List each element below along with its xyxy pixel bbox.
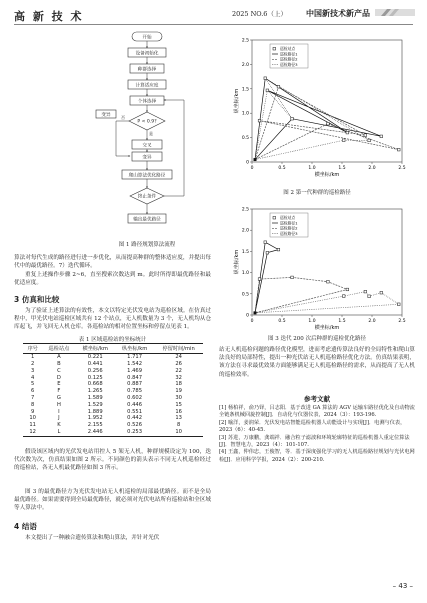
flow-label-start: 开始 — [142, 35, 152, 41]
y-tick-label: 2.5 — [241, 38, 249, 44]
station-marker — [266, 251, 269, 254]
table-cell: 0.441 — [87, 361, 103, 368]
table-cell: 0.253 — [115, 429, 154, 436]
depot-marker — [254, 158, 257, 161]
references-list — [219, 405, 415, 464]
flow-label-output: 输出最优路径 — [133, 217, 161, 223]
table-cell: 1.889 — [87, 408, 103, 415]
left-paragraph-3: 为了验证上述算法的有效性，本文以特定光伏发电站为巡检区域。在仿真过程中，甲光伏电站巡检区域共有 12 个站点，无人机数量为 3 个，无人机均从仓库起飞，并飞回无人机仓库。各巡检站的相对位置坐标和停留点见表 1。 — [14, 308, 211, 331]
left-paragraph-2: 重复上述操作步骤 2~6，直至搜索次数达到 m。此时所得即最优路径和最优适应度。 — [14, 272, 211, 287]
station-marker — [380, 135, 383, 138]
x-tick-label: 1.5 — [338, 319, 346, 324]
fig2-caption: 图 2 第一代种群的巡检路径 — [283, 190, 351, 196]
table-cell: 32 — [175, 374, 182, 381]
right-paragraph-1: 站无人机巡检问题的路径优化模型，进而考虑遗传算法良好的全局特性和爬山算法良好的局部特性，提出一种光伏站无人机巡检路径优化方法。仿真结果表明，该方法在寻求最优效果方面能够满足无人机巡检路径的需求，从而提高了无人机的巡检效率。 — [219, 347, 415, 378]
table-cell: H — [56, 401, 61, 408]
table-cell: I — [58, 408, 60, 415]
station-marker — [291, 276, 294, 279]
legend-label: 巡检站点 — [280, 46, 296, 51]
table-row — [23, 402, 203, 409]
page-number: – 43 – — [392, 582, 413, 590]
table-cell: 0.256 — [87, 367, 103, 374]
x-axis-label: 横坐标/km — [314, 172, 340, 178]
y-tick-label: 0.5 — [241, 292, 249, 298]
y-tick-label: 2.0 — [241, 228, 249, 234]
table-cell: 2.155 — [87, 422, 103, 429]
station-marker — [258, 278, 261, 281]
table-header-stay: 停留时间/min — [154, 344, 203, 354]
route-line — [255, 78, 369, 159]
table-cell: K — [57, 422, 61, 429]
table-row — [23, 368, 203, 375]
table-cell: 0.785 — [127, 388, 143, 395]
flow-label-hillclimb: 爬山算法优化路径 — [128, 173, 166, 179]
flowchart-figure — [92, 30, 202, 235]
table-cell: 5 — [30, 381, 35, 388]
left-paragraph-1: 算法对每代生成的路径进行进一步优化，从而提高种群的整体适应度，并提出每代中的最优路径。7）迭代循环。 — [14, 255, 211, 270]
route-line — [255, 277, 347, 312]
table-cell: 0.602 — [127, 395, 143, 402]
table-cell: 8 — [30, 401, 35, 408]
reference-item: [2] 喻洋，姜润荣．光伏发电站智能巡检机器人动能设计与实现[J]．电测与仪表，2023（6）：40-45. — [219, 419, 406, 434]
y-tick-label: 1.5 — [241, 249, 249, 255]
legend-label: 巡检路径1 — [280, 220, 298, 226]
station-marker — [264, 77, 267, 80]
table-cell: 13 — [175, 415, 182, 422]
table-cell: 1.589 — [87, 395, 103, 402]
table-cell: D — [56, 374, 61, 381]
table-cell: 1.469 — [127, 367, 143, 374]
station-marker — [291, 117, 294, 120]
table-cell: E — [57, 381, 61, 388]
table-header-index: 序号 — [23, 344, 42, 354]
x-axis-label: 横坐标/km — [314, 325, 340, 331]
table-row — [23, 388, 203, 395]
x-tick-label: 0.5 — [278, 166, 286, 171]
journal-section-title: 高 新 技 术 — [14, 10, 84, 23]
station-marker — [397, 148, 400, 151]
section-4-heading: 4 结语 — [14, 522, 37, 531]
fig2-plot — [222, 36, 412, 184]
flow-label-init: 设备初始化 — [135, 51, 159, 57]
references-heading: 参考文献 — [304, 395, 330, 403]
table-cell: 10 — [154, 429, 203, 436]
table-cell: 1.717 — [127, 354, 143, 361]
table-cell: 30 — [175, 395, 182, 402]
station-marker — [380, 291, 383, 294]
header-decoration-icon — [375, 7, 415, 18]
x-tick-label: 0.5 — [278, 319, 286, 324]
x-tick-label: 2.0 — [368, 319, 376, 324]
table-cell: 12 — [23, 429, 42, 436]
table-cell: 1.542 — [127, 361, 143, 368]
table-cell: 0.446 — [127, 401, 143, 408]
table-cell: 26 — [175, 361, 182, 368]
table-cell: 16 — [175, 408, 182, 415]
table-row — [23, 361, 203, 368]
reference-item: [1] 杨柏祥，俞乃铎，吕志阳．基于改进 GA 算法的 AGV 运输车路径优化及自动物流全链条机械回旋控制[J]．自动化与仪器仪表，2024（3）：193-196. — [219, 405, 415, 419]
legend-marker — [273, 216, 276, 219]
y-tick-label: 0 — [246, 313, 249, 319]
table-row — [23, 415, 203, 422]
legend-label: 巡检路径2 — [280, 225, 298, 231]
flow-label-side: 变异 — [101, 112, 111, 118]
station-marker — [364, 290, 367, 293]
flow-label-terminate: 终止条件 — [137, 194, 157, 200]
x-tick-label: 1.0 — [308, 166, 316, 171]
station-marker — [346, 288, 349, 291]
y-tick-label: 0.5 — [241, 136, 249, 142]
table-cell: 1.952 — [87, 415, 103, 422]
table-cell: 3 — [30, 367, 35, 374]
station-marker — [397, 303, 400, 306]
table-cell: 4 — [30, 374, 35, 381]
left-paragraph-5: 图 3 的最优路径方为光伏发电站无人机巡检的局部最优路径。而不是全局最优路径。如果需要得到全局最优路径，就必须对光伏电站所有巡检站和全区域等人算法中。 — [14, 489, 211, 512]
station-marker — [277, 85, 280, 88]
table1 — [23, 343, 203, 437]
station-marker — [342, 295, 345, 298]
station-marker — [368, 295, 371, 298]
flow-label-population: 种群选择 — [137, 67, 157, 73]
section-3-heading: 3 仿真和比较 — [14, 295, 60, 304]
table-cell: 1.529 — [87, 401, 103, 408]
left-paragraph-4: 假设该区域内的光伏发电站用控人 5 架无人机，种群规模设定为 100，迭代次数为次，仿真结果如图 2 所示。不同颜色的箭头表示不同无人机巡检经过的巡检站，各无人机最优路径如图 3 所示。 — [14, 449, 211, 472]
table-cell: 24 — [175, 354, 182, 361]
flow-label-crossover: 交叉 — [142, 143, 152, 149]
table-cell: L — [42, 429, 75, 436]
table-cell: F — [57, 388, 61, 395]
station-marker — [327, 280, 330, 283]
table-cell: 10 — [29, 415, 36, 422]
table-cell: 15 — [175, 401, 182, 408]
table-cell: 9 — [30, 408, 35, 415]
x-tick-label: 0 — [250, 319, 254, 324]
legend-label: 巡检路径2 — [280, 56, 298, 62]
station-marker — [342, 139, 345, 142]
table-header-x: 横坐标/km — [76, 344, 115, 354]
table1-caption: 表 1 区域巡检站的坐标统计 — [78, 337, 147, 343]
station-marker — [264, 241, 267, 244]
flow-yes: 是 — [149, 131, 153, 136]
flow-no: 否 — [121, 115, 125, 120]
y-tick-label: 0 — [246, 160, 249, 166]
left-paragraph-6: 本文提出了一种融合遗传算法和爬山算法，并针对光伏 — [25, 535, 160, 541]
y-tick-label: 2.0 — [241, 62, 249, 68]
table-cell: 2.446 — [76, 429, 115, 436]
flow-label-decision: P < 0.9? — [137, 119, 157, 125]
fig3-plot — [222, 205, 412, 335]
header-divider — [14, 24, 413, 25]
table-cell: 2 — [30, 361, 35, 368]
table-cell: 0.551 — [127, 408, 143, 415]
table-row — [23, 395, 203, 402]
table-cell: 19 — [175, 388, 182, 395]
flow-label-selection: 个体选择 — [137, 99, 157, 105]
reference-item: [4] 王鑫，仲伟忠，王俊智，等．基于深度强化学习的无人机巡检路径规划与光伏电网检[J]．应用科学学报，2024（2）：200-210. — [219, 449, 415, 463]
flow-label-fitness: 计算适应度 — [135, 83, 159, 89]
x-tick-label: 0 — [250, 166, 254, 171]
table-cell: 0.442 — [127, 415, 143, 422]
y-tick-label: 1.0 — [241, 271, 249, 277]
fig3-caption: 图 3 迭代 200 次后种群的巡检优化路径 — [268, 336, 366, 342]
table-cell: 1 — [30, 354, 35, 361]
table-row — [23, 354, 203, 361]
table-cell: 1.265 — [87, 388, 103, 395]
depot-marker — [254, 311, 257, 314]
table-cell: 0.887 — [127, 381, 143, 388]
flow-label-mutation: 变异 — [142, 155, 152, 161]
table-cell: B — [57, 361, 61, 368]
y-tick-label: 1.0 — [241, 111, 249, 117]
x-tick-label: 2.0 — [368, 166, 376, 171]
station-marker — [346, 131, 349, 134]
reference-item: [3] 苏进，万康鹏，龚端祥．融合粒子滤波和环境轮廓特征的巡检机器人重定位算法[J]．智慧电力，2023（4）：101-107. — [219, 434, 410, 449]
station-marker — [266, 89, 269, 92]
y-tick-label: 2.5 — [241, 207, 249, 213]
fig1-caption: 图 1 路径规划算法流程 — [118, 242, 176, 248]
issue-label: 2025 NO.6（上） — [232, 10, 287, 18]
x-tick-label: 2.5 — [398, 166, 406, 171]
table-cell: C — [57, 367, 61, 374]
legend-marker — [273, 47, 276, 50]
table-cell: J — [58, 415, 60, 422]
table-cell: A — [57, 354, 61, 361]
legend-label: 巡检路径3 — [280, 230, 298, 236]
x-tick-label: 2.5 — [398, 319, 406, 324]
table-row — [23, 422, 203, 429]
station-marker — [277, 248, 280, 251]
table-cell: 7 — [30, 395, 35, 402]
legend-label: 巡检路径1 — [280, 51, 298, 57]
y-axis-label: 纵坐标/km — [234, 88, 240, 114]
route-line — [255, 78, 381, 159]
table-cell: 6 — [30, 388, 35, 395]
table-row — [23, 381, 203, 388]
table-header-station: 巡检站点 — [42, 344, 75, 354]
table-cell: 18 — [175, 381, 182, 388]
table-cell: 0.221 — [87, 354, 103, 361]
table-row — [23, 374, 203, 381]
table-cell: 8 — [176, 422, 181, 429]
station-marker — [258, 119, 261, 122]
table-cell: 0.526 — [127, 422, 143, 429]
legend-label: 巡检站点 — [280, 215, 296, 220]
station-marker — [327, 122, 330, 125]
station-marker — [368, 139, 371, 142]
table-cell: 22 — [175, 367, 182, 374]
table-cell: 0.668 — [87, 381, 103, 388]
table-row — [23, 408, 203, 415]
legend-label: 巡检路径3 — [280, 61, 298, 67]
x-tick-label: 1.5 — [338, 166, 346, 171]
y-tick-label: 1.5 — [241, 87, 249, 93]
y-axis-label: 纵坐标/km — [234, 249, 240, 275]
table-cell: 11 — [29, 422, 36, 429]
table-cell: 0.125 — [87, 374, 103, 381]
table-header-y: 纵坐标/km — [115, 344, 154, 354]
table-cell: G — [56, 395, 61, 402]
table-cell: 0.847 — [127, 374, 143, 381]
journal-name: 中国新技术新产品 — [306, 9, 370, 18]
station-marker — [364, 134, 367, 137]
table-row — [23, 429, 203, 436]
x-tick-label: 1.0 — [308, 319, 316, 324]
